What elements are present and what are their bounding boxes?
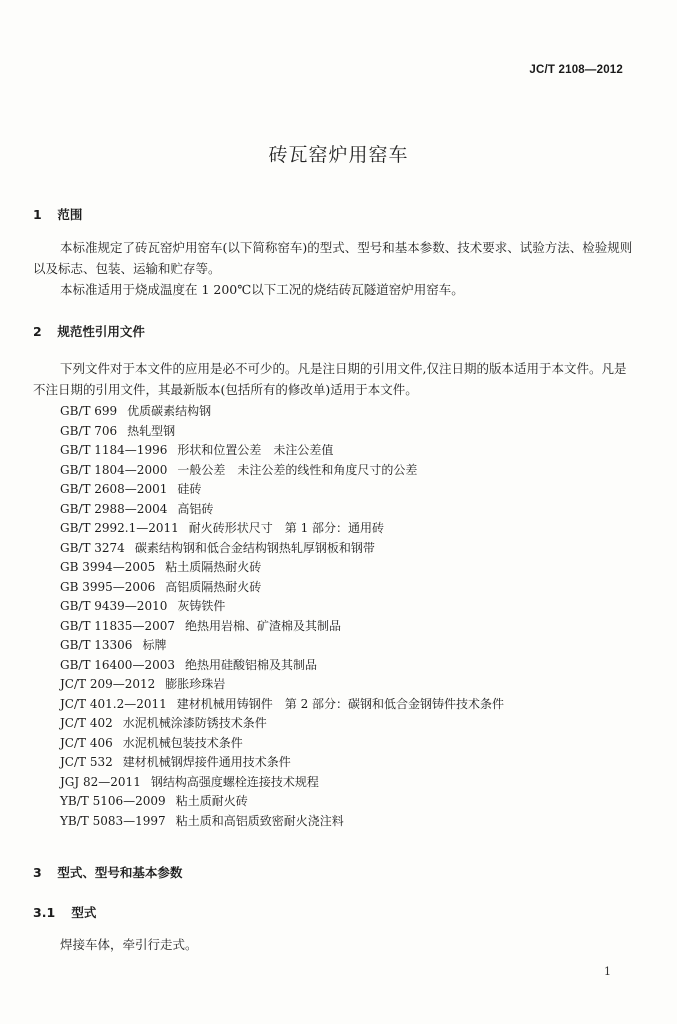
reference-name: 粘土质和高铝质致密耐火浇注料 [175,813,344,828]
reference-code: GB/T 2608—2001 [60,482,168,496]
reference-code: JC/T 401.2—2011 [60,696,167,711]
reference-name: 热轧型钢 [127,423,176,438]
reference-name: 建材机械钢焊接件通用技术条件 [122,755,291,769]
section-number: 2 [33,324,42,339]
reference-item [60,441,504,461]
reference-item [60,753,504,773]
reference-name: 钢结构高强度螺栓连接技术规程 [150,774,319,789]
section-3-1-heading [33,903,96,921]
reference-name: 耐火砖形状尺寸 第 1 部分：通用砖 [188,521,385,535]
reference-item [60,519,504,539]
reference-code: GB 3994—2005 [60,560,156,574]
reference-name: 水泥机械包装技术条件 [122,735,243,750]
reference-item [60,500,504,520]
reference-name: 水泥机械涂漆防锈技术条件 [122,716,267,730]
reference-item [60,714,504,734]
reference-code: YB/T 5106—2009 [60,794,166,808]
reference-item [60,636,504,656]
subsection-number: 3.1 [33,905,56,920]
reference-code: GB/T 11835—2007 [60,618,175,633]
reference-name: 膨胀珍珠岩 [165,677,226,691]
reference-code: GB/T 699 [60,404,118,418]
reference-item [60,578,504,598]
reference-code: JC/T 406 [60,735,113,750]
reference-code: GB 3995—2006 [60,579,156,594]
reference-name: 高铝质隔热耐火砖 [165,579,262,594]
reference-item [60,422,504,442]
reference-code: GB/T 1184—1996 [60,443,168,457]
page-number: 1 [604,965,611,978]
reference-name: 建材机械用铸钢件 第 2 部分：碳钢和低合金钢铸件技术条件 [176,696,505,711]
reference-item [60,558,504,578]
reference-item [60,480,504,500]
reference-code: GB/T 16400—2003 [60,657,175,672]
section-number: 1 [33,207,42,222]
section-2-heading [33,322,145,340]
reference-name: 碳素结构钢和低合金结构钢热轧厚钢板和钢带 [134,540,375,555]
reference-item [60,461,504,481]
reference-code: GB/T 1804—2000 [60,462,168,477]
reference-item [60,597,504,617]
reference-name: 形状和位置公差 未注公差值 [177,443,334,457]
reference-item [60,402,504,422]
reference-code: GB/T 3274 [60,540,125,555]
reference-code: GB/T 9439—2010 [60,599,168,613]
reference-item [60,812,504,832]
reference-name: 标牌 [142,638,167,652]
reference-name: 绝热用岩棉、矿渣棉及其制品 [184,618,341,633]
reference-list [60,402,504,831]
section-3-heading [33,863,182,881]
reference-name: 粘土质隔热耐火砖 [165,560,262,574]
reference-item [60,695,504,715]
reference-name: 灰铸铁件 [177,599,226,613]
reference-item [60,773,504,793]
reference-code: GB/T 2988—2004 [60,501,168,516]
subsection-title: 型式 [71,905,97,920]
section-1-paragraph-1: 本标准规定了砖瓦窑炉用窑车(以下简称窑车)的型式、型号和基本参数、技术要求、试验方法、检验规则以及标志、包装、运输和贮存等。 [33,240,633,276]
reference-code: GB/T 13306 [60,638,133,652]
section-1-heading [33,205,82,223]
reference-code: GB/T 706 [60,423,118,438]
reference-item [60,792,504,812]
section-number: 3 [33,865,42,880]
section-title: 型式、型号和基本参数 [57,865,183,880]
reference-item [60,617,504,637]
reference-code: YB/T 5083—1997 [60,813,166,828]
reference-code: JC/T 209—2012 [60,677,156,691]
reference-item [60,656,504,676]
reference-code: JC/T 532 [60,755,113,769]
reference-item [60,539,504,559]
reference-name: 粘土质耐火砖 [175,794,248,808]
section-3-1-text: 焊接车体，牵引行走式。 [60,937,198,952]
reference-code: JGJ 82—2011 [60,774,141,789]
section-2-intro: 下列文件对于本文件的应用是必不可少的。凡是注日期的引用文件,仅注日期的版本适用于本文件。凡是不注日期的引用文件，其最新版本(包括所有的修改单)适用于本文件。 [33,361,627,397]
reference-name: 硅砖 [177,482,202,496]
reference-code: JC/T 402 [60,716,113,730]
section-title: 规范性引用文件 [57,324,145,339]
reference-code: GB/T 2992.1—2011 [60,521,179,535]
reference-name: 一般公差 未注公差的线性和角度尺寸的公差 [177,462,418,477]
document-title: 砖瓦窑炉用窑车 [268,144,409,166]
reference-item [60,734,504,754]
reference-item [60,675,504,695]
section-title: 范围 [57,207,83,222]
section-1-paragraph-2: 本标准适用于烧成温度在 1 200℃以下工况的烧结砖瓦隧道窑炉用窑车。 [60,282,464,297]
reference-name: 优质碳素结构钢 [127,404,212,418]
reference-name: 高铝砖 [177,501,214,516]
reference-name: 绝热用硅酸铝棉及其制品 [184,657,317,672]
standard-code: JC/T 2108—2012 [529,64,623,76]
